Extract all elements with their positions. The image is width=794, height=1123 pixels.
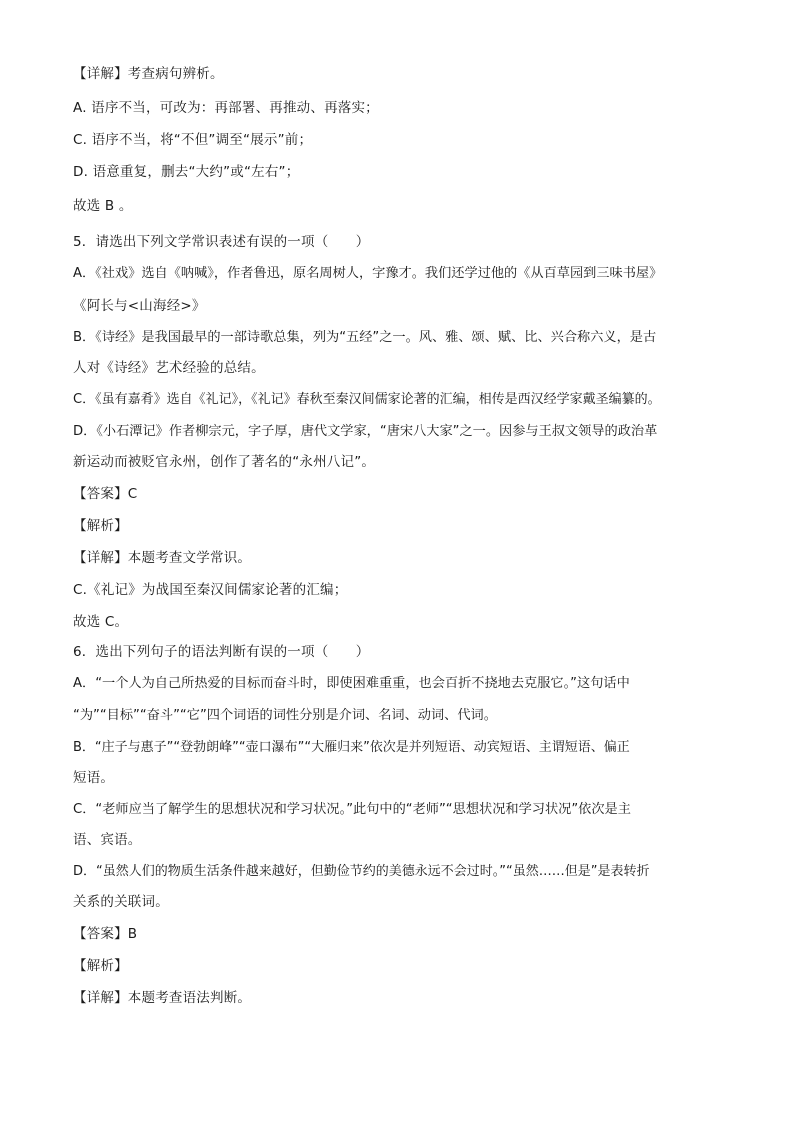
question-6-stem: 6．选出下列句子的语法判断有误的一项（ ） (73, 644, 370, 660)
question-5-option-b: B．《诗经》是我国最早的一部诗歌总集，列为“五经”之一。风、雅、颂、赋、比、兴合称六义，是古 (73, 330, 657, 345)
text-line: D. 语意重复，删去“大约”或“左右”； (73, 164, 300, 180)
question-5-option-c: C．《虽有嘉肴》选自《礼记》，《礼记》春秋至秦汉间儒家论著的汇编，相传是西汉经学家戴圣编纂的。 (73, 392, 661, 407)
question-5-option-d: D．《小石潭记》作者柳宗元，字子厚，唐代文学家，“唐宋八大家”之一。因参与王叔文领导的政治革 (73, 424, 658, 439)
text-line: 【详解】考查病句辨析。 (73, 66, 224, 82)
text-line: C.《礼记》为战国至秦汉间儒家论著的汇编； (73, 582, 348, 598)
question-5-option-a: A．《社戏》选自《呐喊》，作者鲁迅，原名周树人，字豫才。我们还学过他的《从百草园到三味书屋》 (73, 266, 663, 281)
answer-label: 【答案】C (73, 486, 138, 502)
question-6-option-b: B．“庄子与惠子”“登勃朗峰”“壶口瀑布”“大雁归来”依次是并列短语、动宾短语、主谓短语、偏正 (73, 740, 630, 755)
text-line: A. 语序不当，可改为：再部署、再推动、再落实； (73, 100, 379, 116)
text-line: C. 语序不当，将“不但”调至“展示”前； (73, 132, 313, 148)
question-6-option-d: D．“虽然人们的物质生活条件越来越好，但勤俭节约的美德永远不会过时。”“虽然……但是”是表转折 (73, 864, 650, 879)
question-5-option-b-cont: 人对《诗经》艺术经验的总结。 (73, 360, 265, 376)
answer-label: 【答案】B (73, 926, 138, 942)
question-6-option-a-cont: “为”“目标”“奋斗”“它”四个词语的词性分别是介词、名词、动词、代词。 (73, 708, 497, 723)
text-line: 故选 C。 (73, 614, 129, 630)
question-6-option-a: A．“一个人为自己所热爱的目标而奋斗时，即使困难重重，也会百折不挠地去克服它。”这句话中 (73, 676, 630, 691)
text-line: 【详解】本题考查语法判断。 (73, 990, 252, 1006)
analysis-label: 【解析】 (73, 518, 128, 534)
question-5-option-a-cont: 《阿长与<山海经>》 (73, 298, 206, 314)
question-6-option-c-cont: 语、宾语。 (73, 832, 142, 848)
question-6-option-b-cont: 短语。 (73, 770, 115, 786)
question-6-option-c: C．“老师应当了解学生的思想状况和学习状况。”此句中的“老师”“思想状况和学习状况”依次是主 (73, 802, 631, 817)
analysis-label: 【解析】 (73, 958, 128, 974)
question-5-stem: 5．请选出下列文学常识表述有误的一项（ ） (73, 234, 370, 250)
text-line: 故选 B 。 (73, 198, 133, 214)
question-6-option-d-cont: 关系的关联词。 (73, 894, 169, 910)
question-5-option-d-cont: 新运动而被贬官永州，创作了著名的“永州八记”。 (73, 454, 376, 470)
text-line: 【详解】本题考查文学常识。 (73, 550, 252, 566)
